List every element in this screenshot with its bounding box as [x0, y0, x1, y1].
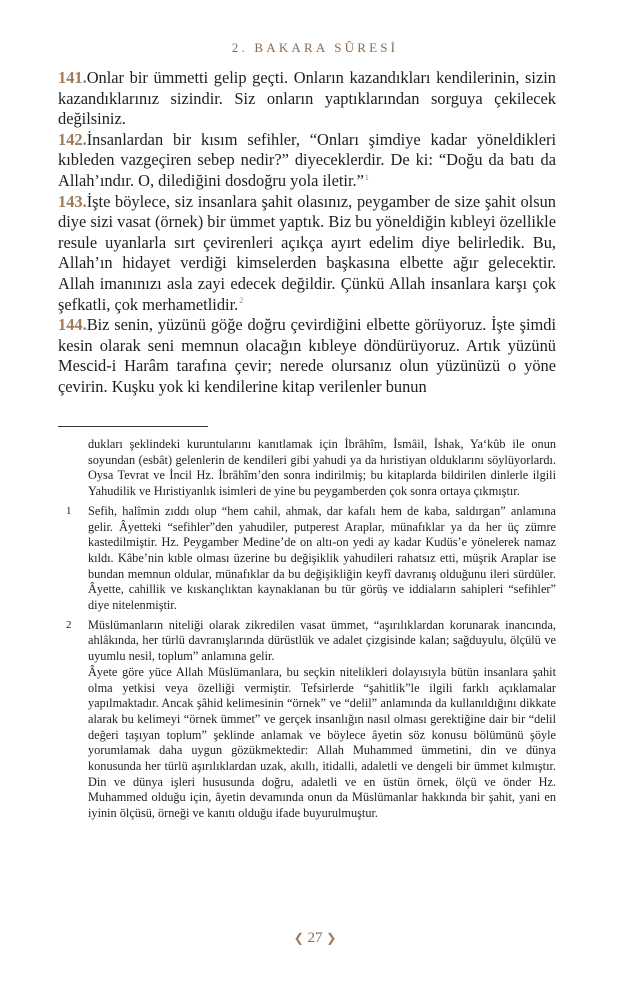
- footnote-paragraph: Sefih, halîmin zıddı olup “hem cahil, ahmak, dar kafalı hem de kaba, saldırgan” anlamına gelir. Âyetteki “sefihler”den yahudiler, putperest Araplar, münafıklar ya da her üç zümre kastedilmiştir. Hz. Peygamber Medine’de on altı-on yedi ay kadar Kudüs’e yönelerek namaz kıldı. Kâbe’nin kıble olması üzerine bu değişiklik yahudileri rahatsız etti, müşrik Araplar ise bundan memnun oldular, münafıklar da bu değişikliğin keyfî davranış olduğunu ileri sürdüler. Âyette, cahillik ve kıskançlıktan kaynaklanan bu tür görüş ve iddiaların sahipleri “sefihler” diye nitelenmiştir.: [88, 503, 556, 613]
- footnote-ref-2[interactable]: 2: [239, 296, 244, 306]
- footnote-ref-1[interactable]: 1: [364, 172, 369, 182]
- footnote-1: [58, 504, 556, 614]
- footnote-continued: [58, 437, 556, 500]
- verse-text: İnsanlardan bir kısım sefihler, “Onları şimdiye kadar yöneldikleri kıbleden vazgeçiren sebep nedir?” diyeceklerdir. De ki: “Doğu da batı da Allah’ındır. O, dilediğini dosdoğru yola iletir.”: [58, 129, 556, 190]
- page-number-value: 27: [307, 930, 323, 946]
- footnote-separator: [58, 426, 208, 427]
- verse-text: Onlar bir ümmetti gelip geçti. Onların kazandıkları kendilerinin, sizin kazandıklarınız sizindir. Siz onların yaptıklarından sorguya çekilecek değilsiniz.: [58, 68, 556, 129]
- verse-text: Biz senin, yüzünü göğe doğru çevirdiğini elbette görüyoruz. İşte şimdi kesin olarak seni memnun olacağın kıbleye döndürüyoruz. Artık yüzünü Mescid-i Harâm tarafına çevir; nerede olursanız olun yüzünüzü o yöne çevirin. Kuşku yok ki kendilerine kitap verilenler bunun: [58, 315, 556, 396]
- left-ornament-icon: ❮: [293, 931, 304, 945]
- verse-number: 144.: [58, 315, 87, 335]
- footnote-paragraph: dukları şeklindeki kuruntularını kanıtlamak için İbrâhîm, İsmâil, İshak, Ya‘kûb ile onun soyundan (esbât) gelenlerin de kendileri gibi yahudi ya da hıristiyan olduklarını söylüyorlardı. Oysa Tevrat ve İncil Hz. İbrâhîm’den sonra indirilmiş; bu kitaplarda bildirilen dinlerle ilgili Yahudilik ve Hıristiyanlık isimleri de yine bu peygamberden çok sonra ortaya çıkmıştır.: [88, 437, 556, 499]
- verse-number: 141.: [58, 68, 87, 87]
- footnote-paragraph: Âyete göre yüce Allah Müslümanlara, bu seçkin nitelikleri dolayısıyla bütün insanlara şahit olma yetkisi veya özelliği vermiştir. Tefsirlerde “şahitlik”le ilgili farklı açıklamalar yapılmaktadır. Ancak şâhid kelimesinin “örnek” ve “delil” anlamında da kullanıldığını dikkate alarak bu kelimeyi “örnek ümmet” ve gerçek insanlığın nasıl olması gerektiğine dair bir “delil değeri taşıyan toplum” şeklinde anlamak ve böylece âyetin söz konusu bölümünü şöyle yorumlamak daha uygun gözükmektedir: Allah Muhammed ümmetini, din ve dünya konusunda her türlü aşırılıklardan uzak, akıllı, itidalli, adaletli ve dengeli bir ümmet kılmıştır. Din ve dünya işleri hususunda doğru, adaletli ve en üstün örnek, ölçü ve önder Hz. Muhammed olduğu için, âyetin devamında onun da Müslümanlar hakkında bir şahit, yani en iyinin ölçüsü, örneği ve kanıtı olduğu ifade buyurulmuştur.: [88, 664, 556, 821]
- verse-text: İşte böylece, siz insanlara şahit olasınız, peygamber de size şahit olsun diye sizi vasat (örnek) bir ümmet yaptık. Biz bu yöneldiğin kıbleyi özellikle resule uyanlarla sırt çevirenleri açıkça ayırt edelim diye belirledik. Bu, Allah’ın hidayet verdiği kimselerden başkasına elbette ağır gelecektir. Allah imanınızı asla zayi edecek değildir. Çünkü Allah insanlara karşı çok şefkatli, çok merhametlidir.: [58, 191, 556, 314]
- verses-body: [58, 68, 556, 398]
- footnote-2: [58, 618, 556, 822]
- footnotes: [58, 437, 556, 826]
- footnote-mark: 2: [66, 618, 72, 631]
- verse-number: 142.: [58, 129, 87, 149]
- footnote-paragraph: Müslümanların niteliği olarak zikredilen vasat ümmet, “aşırılıklardan korunarak inancında, ahlâkında, her türlü davranışlarında dürüstlük ve adalet çizgisinde kalan; sağduyulu, ölçülü ve uyumlu nesil, toplum” anlamına gelir.: [88, 617, 556, 664]
- verse-142: [58, 130, 556, 192]
- page-number: [0, 930, 630, 947]
- running-header: 2. BAKARA SÛRESİ: [231, 40, 399, 55]
- verse-143: [58, 192, 556, 316]
- verse-141: [58, 68, 556, 130]
- verse-144: [58, 315, 556, 397]
- verse-number: 143.: [58, 191, 87, 211]
- footnote-mark: 1: [66, 504, 72, 517]
- right-ornament-icon: ❯: [326, 931, 337, 945]
